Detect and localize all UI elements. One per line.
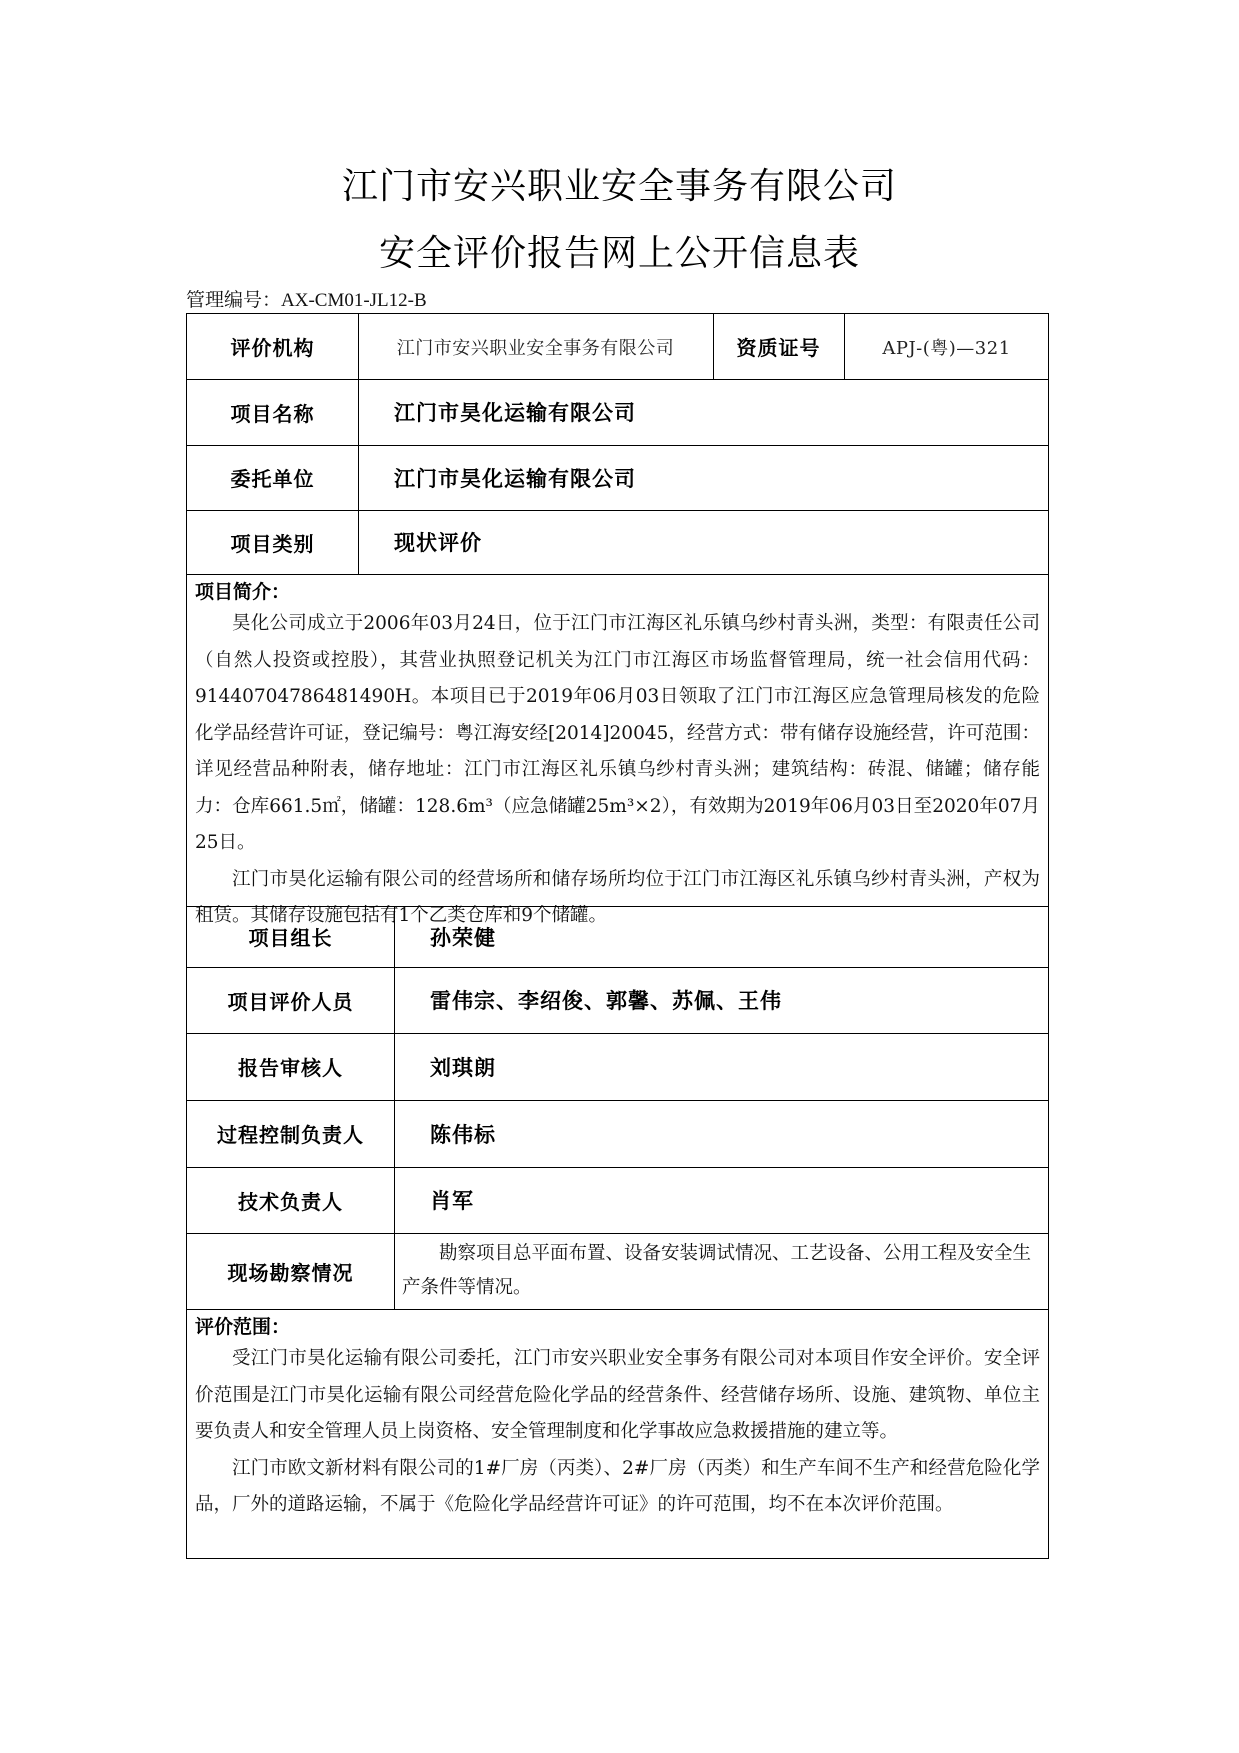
project-name-value: 江门市昊化运输有限公司 — [394, 401, 636, 425]
scope-paragraph: 受江门市昊化运输有限公司委托，江门市安兴职业安全事务有限公司对本项目作安全评价。安全评价范围是江门市昊化运输有限公司经营危险化学品的经营条件、经营储存场所、设施、建筑物、单位主要负责人和安全管理人员上岗资格、安全管理制度和化学事故应急救援措施的建立等。 — [195, 1348, 1040, 1442]
site-survey-cell — [394, 1233, 1048, 1309]
agency-value: 江门市安兴职业安全事务有限公司 — [396, 337, 675, 359]
project-intro-paragraph: 昊化公司成立于2006年03月24日，位于江门市江海区礼乐镇乌纱村青头洲，类型：有限责任公司（自然人投资或控股），其营业执照登记机关为江门市江海区市场监督管理局，统一社会信用代码：91440704786481490H。本项目已于2019年06月03日领取了江门市江海区应急管理局核发的危险化学品经营许可证，登记编号：粤江海安经[2014]20045，经营方式：带有储存设施经营，许可范围：详见经营品种附表，储存地址：江门市江海区礼乐镇乌纱村青头洲；建筑结构：砖混、储罐；储存能力：仓库661.5㎡，储罐：128.6m³（应急储罐25m³×2），有效期为2019年06月03日至2020年07月25日。 — [195, 613, 1040, 853]
project-intro-paragraph: 江门市昊化运输有限公司的经营场所和储存场所均位于江门市江海区礼乐镇乌纱村青头洲，产权为租赁。其储存设施包括有1个乙类仓库和9个储罐。 — [195, 868, 1040, 926]
divider — [844, 314, 845, 379]
technical-lead-label: 技术负责人 — [238, 1189, 343, 1214]
evaluators-label: 项目评价人员 — [227, 989, 354, 1014]
scope-title: 评价范围： — [195, 1316, 291, 1338]
scope-paragraph: 江门市欧文新材料有限公司的1#厂房（丙类）、2#厂房（丙类）和生产车间不生产和经营危险化学品，厂外的道路运输，不属于《危险化学品经营许可证》的许可范围，均不在本次评价范围。 — [195, 1457, 1040, 1515]
team-leader-value: 孙荣健 — [430, 925, 496, 950]
cert-value: APJ-(粤)—321 — [882, 337, 1011, 359]
info-table — [186, 313, 1049, 1559]
project-intro-section — [187, 574, 1048, 926]
divider — [713, 314, 714, 379]
management-number: 管理编号：AX-CM01-JL12-B — [186, 290, 427, 311]
process-control-value: 陈伟标 — [430, 1122, 496, 1147]
team-leader-label: 项目组长 — [248, 926, 333, 950]
agency-label: 评价机构 — [230, 336, 315, 360]
site-survey-value: 勘察项目总平面布置、设备安装调试情况、工艺设备、公用工程及安全生产条件等情况。 — [402, 1243, 1032, 1298]
process-control-label: 过程控制负责人 — [217, 1123, 364, 1147]
client-label: 委托单位 — [230, 467, 315, 491]
reviewer-label: 报告审核人 — [238, 1056, 343, 1080]
technical-lead-value: 肖军 — [430, 1189, 474, 1213]
cert-label: 资质证号 — [736, 336, 821, 360]
site-survey-label: 现场勘察情况 — [227, 1260, 354, 1285]
project-intro-title: 项目简介： — [195, 581, 291, 603]
evaluators-value: 雷伟宗、李绍俊、郭馨、苏佩、王伟 — [430, 989, 782, 1013]
document-title-line1: 江门市安兴职业安全事务有限公司 — [341, 166, 897, 207]
category-label: 项目类别 — [230, 531, 315, 556]
client-value: 江门市昊化运输有限公司 — [394, 466, 636, 491]
scope-section — [187, 1309, 1048, 1559]
reviewer-value: 刘琪朗 — [430, 1055, 496, 1080]
category-value: 现状评价 — [394, 531, 482, 555]
project-name-label: 项目名称 — [230, 401, 315, 426]
document-title-line2: 安全评价报告网上公开信息表 — [378, 233, 860, 274]
